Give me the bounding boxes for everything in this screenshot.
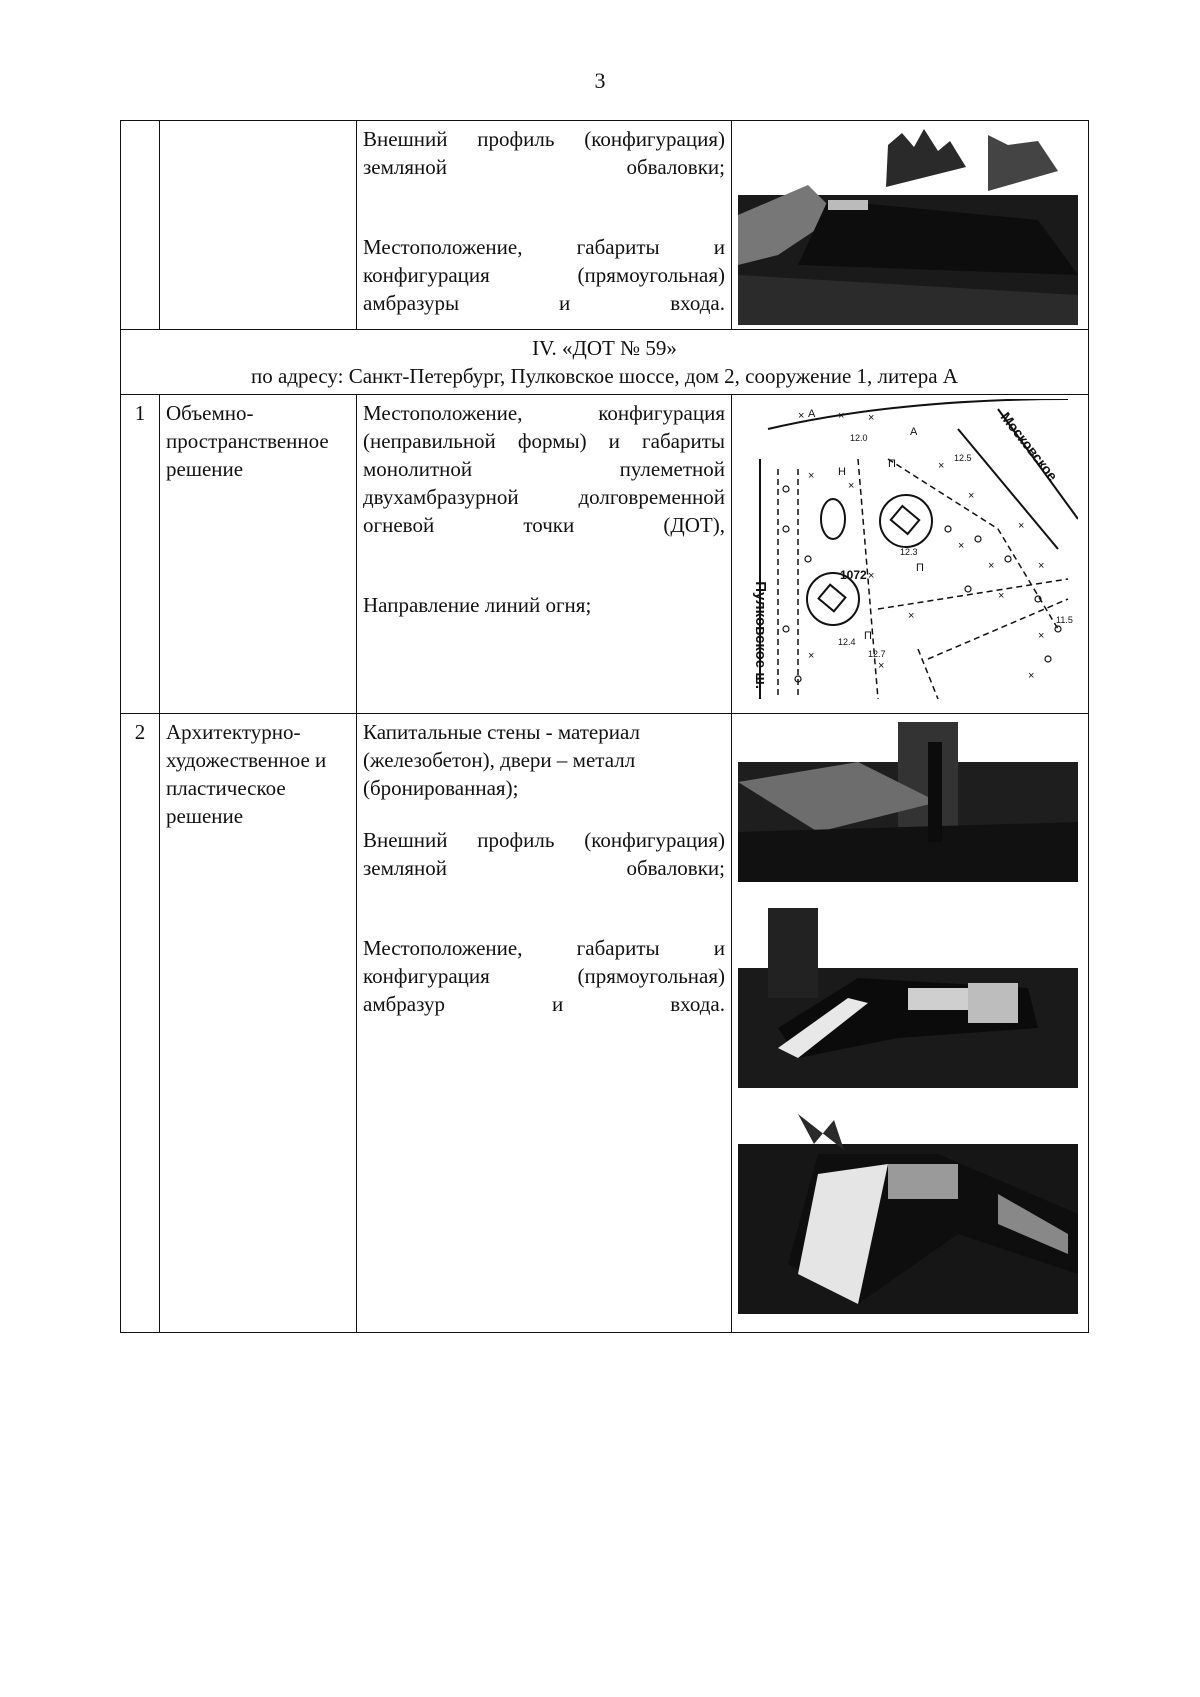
svg-text:×: × <box>988 560 995 572</box>
bunker-photo <box>738 125 1078 325</box>
bunker-photo <box>738 1114 1078 1314</box>
svg-text:×: × <box>868 570 875 582</box>
svg-text:×: × <box>938 460 945 472</box>
site-plan-map <box>738 399 1078 704</box>
row-name-cell <box>160 121 357 330</box>
map-height-label: 12.7 <box>868 649 886 659</box>
map-letter-label: П <box>916 562 924 574</box>
desc-paragraph: Местоположение, габариты и конфигурация (прямоугольная) амбразур и входа. <box>363 936 725 1016</box>
row-name-cell: Архитектурно-художественное и пластическое решение <box>160 714 357 1333</box>
map-height-label: 12.3 <box>900 547 918 557</box>
map-letter-label: А <box>808 408 816 420</box>
row-image-cell <box>732 121 1089 330</box>
svg-text:×: × <box>998 590 1005 602</box>
section-header-cell <box>121 330 1089 395</box>
svg-text:×: × <box>968 490 975 502</box>
desc-paragraph: Местоположение, габариты и конфигурация (прямоугольная) амбразуры и входа. <box>363 235 725 315</box>
svg-text:×: × <box>808 650 815 662</box>
desc-paragraph: Капитальные стены - материал (железобетон), двери – металл (бронированная); <box>363 720 640 800</box>
svg-text:×: × <box>848 480 855 492</box>
section-title: IV. «ДОТ № 59» <box>532 336 677 360</box>
desc-paragraph: Внешний профиль (конфигурация) земляной обваловки; <box>363 127 725 179</box>
map-height-label: 11.5 <box>1056 615 1073 625</box>
row-num-cell: 1 <box>121 395 160 714</box>
svg-text:×: × <box>878 660 885 672</box>
bunker-photo <box>738 908 1078 1088</box>
map-label-moskovskoe: Московское <box>997 408 1061 484</box>
table-row <box>121 714 1089 1333</box>
heritage-table <box>120 120 1089 1333</box>
desc-paragraph: Местоположение, конфигурация (неправильной формы) и габариты монолитной пулеметной двухамбразурной долговременной огневой точки (ДОТ), <box>363 401 725 537</box>
row-num-cell: 2 <box>121 714 160 1333</box>
svg-text:×: × <box>868 412 875 424</box>
table-row <box>121 395 1089 714</box>
row-num-cell <box>121 121 160 330</box>
map-letter-label: П <box>888 458 896 470</box>
desc-paragraph: Внешний профиль (конфигурация) земляной обваловки; <box>363 828 725 880</box>
map-letter-label: П <box>864 630 872 642</box>
svg-text:×: × <box>838 410 845 422</box>
map-height-label: 12.0 <box>850 433 868 443</box>
svg-text:×: × <box>1028 670 1035 682</box>
svg-text:×: × <box>798 410 805 422</box>
svg-text:×: × <box>958 540 965 552</box>
svg-text:×: × <box>808 470 815 482</box>
desc-paragraph: Направление линий огня; <box>363 593 592 617</box>
map-letter-label: Н <box>838 466 846 478</box>
svg-text:×: × <box>1038 560 1045 572</box>
svg-text:×: × <box>1038 630 1045 642</box>
page-number: 3 <box>594 68 606 93</box>
map-letter-label: А <box>910 426 918 438</box>
map-height-label: 12.4 <box>838 637 856 647</box>
row-desc-cell <box>357 714 732 1333</box>
row-image-cell <box>732 714 1089 1333</box>
map-label-pulkovskoe: Пулковское ш. <box>752 581 769 689</box>
svg-text:×: × <box>908 610 915 622</box>
map-height-label: 12.5 <box>954 453 972 463</box>
row-desc-cell <box>357 121 732 330</box>
table-row-continued <box>121 121 1089 330</box>
section-header-row <box>121 330 1089 395</box>
row-desc-cell <box>357 395 732 714</box>
row-name-cell: Объемно-пространственное решение <box>160 395 357 714</box>
map-spot-label: 1072 <box>840 568 867 582</box>
section-address: по адресу: Санкт-Петербург, Пулковское шоссе, дом 2, сооружение 1, литера А <box>251 364 958 388</box>
row-image-cell <box>732 395 1089 714</box>
bunker-photo <box>738 722 1078 882</box>
svg-text:×: × <box>1018 520 1025 532</box>
